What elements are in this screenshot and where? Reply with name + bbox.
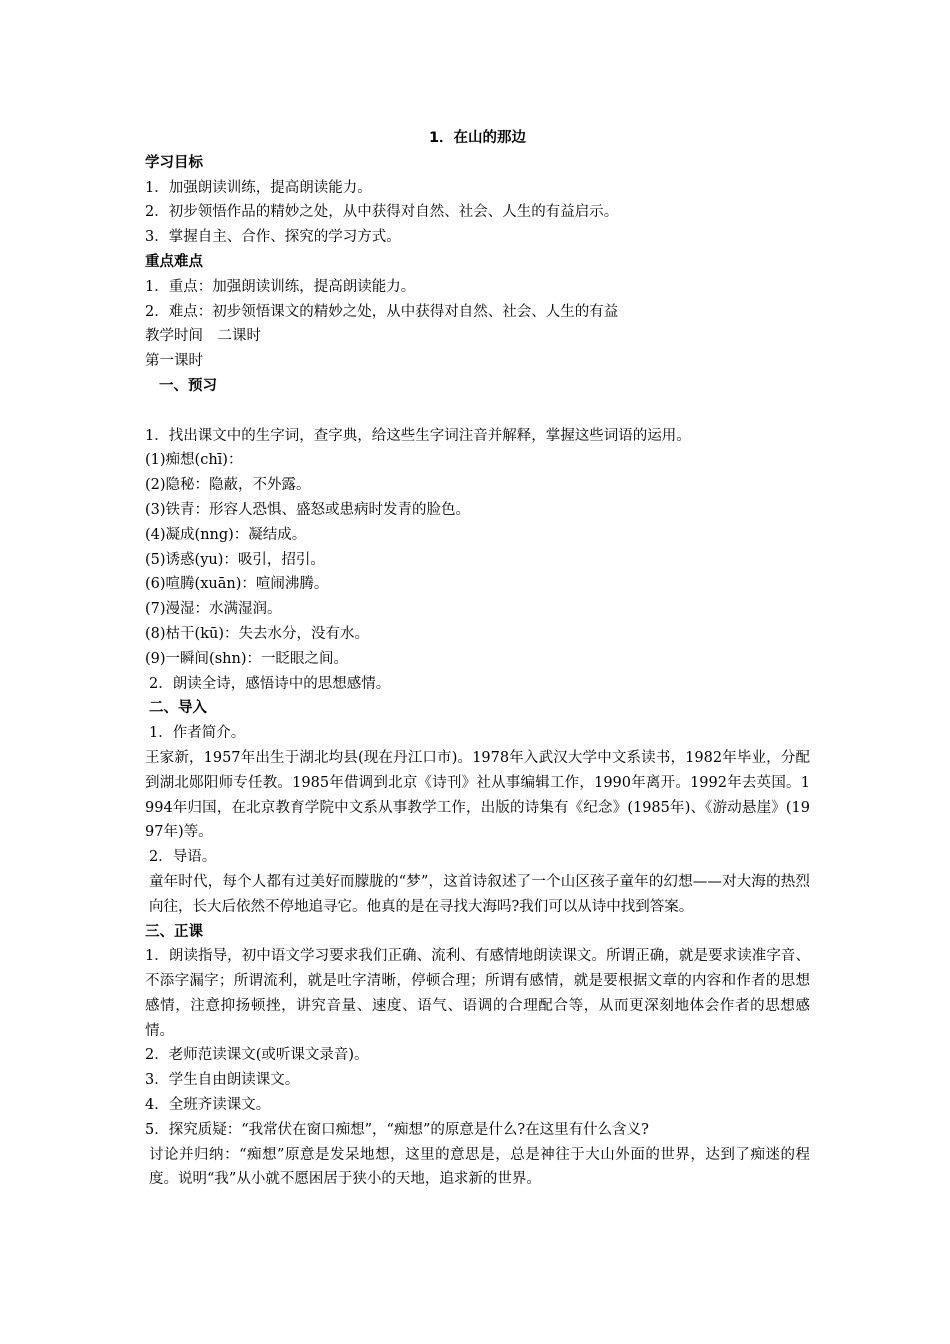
vocab-item: (3)铁青：形容人恐惧、盛怒或患病时发青的脸色。	[145, 501, 471, 518]
vocab-item: (1)痴想(chī)：	[145, 452, 243, 469]
goal-item: 2．初步领悟作品的精妙之处，从中获得对自然、社会、人生的有益启示。	[145, 204, 619, 221]
key-points-heading: 重点难点	[145, 253, 203, 270]
vocab-item: (8)枯干(kū)：失去水分，没有水。	[145, 625, 369, 642]
section3-item3: 3．学生自由朗读课文。	[145, 1072, 300, 1089]
vocab-item: (9)一瞬间(shn)：一眨眼之间。	[145, 650, 348, 667]
section1-heading: 一、预习	[159, 377, 217, 394]
section3-item4: 4．全班齐读课文。	[145, 1097, 271, 1114]
section3-item5: 5．探究质疑：“我常伏在窗口痴想”，“痴想”的原意是什么?在这里有什么含义?	[145, 1121, 649, 1138]
key-point-item: 1．重点：加强朗读训练，提高朗读能力。	[145, 278, 416, 295]
section2-intro-text: 童年时代，每个人都有过美好而朦胧的“梦”，这首诗叙述了一个山区孩子童年的幻想——对大海的热烈向往，长大后依然不停地追寻它。他真的是在寻找大海吗?我们可以从诗中找到答案。	[149, 873, 810, 915]
goal-item: 1．加强朗读训练，提高朗读能力。	[145, 179, 372, 196]
section2-heading: 二、导入	[149, 700, 207, 717]
author-bio: 王家新，1957年出生于湖北均县(现在丹江口市)。1978年入武汉大学中文系读书，1982年毕业，分配到湖北郧阳师专任教。1985年借调到北京《诗刊》社从事编辑工作，1990年离开。1992年去英国。1994年归国，在北京教育学院中文系从事教学工作，出版的诗集有《纪念》(1985年)、《游动悬崖》(1997年)等。	[145, 749, 810, 841]
section3-discussion: 讨论并归纳：“痴想”原意是发呆地想，这里的意思是，总是神往于大山外面的世界，达到了痴迷的程度。说明“我”从小就不愿困居于狭小的天地，追求新的世界。	[149, 1146, 810, 1188]
teaching-time: 教学时间 二课时	[145, 328, 261, 345]
document-title: 1．在山的那边	[428, 130, 527, 146]
vocab-item: (7)漫湿：水满湿润。	[145, 601, 282, 618]
section1-intro: 1．找出课文中的生字词，查字典，给这些生字词注音并解释，掌握这些词语的运用。	[145, 427, 691, 444]
first-lesson-label: 第一课时	[145, 353, 203, 370]
vocab-item: (4)凝成(nng)：凝结成。	[145, 526, 307, 543]
goals-heading: 学习目标	[145, 154, 203, 171]
spacer	[145, 399, 810, 424]
section3-heading: 三、正课	[145, 923, 203, 940]
section3-item1: 1．朗读指导，初中语文学习要求我们正确、流利、有感情地朗读课文。所谓正确，就是要求读准字音、不添字漏字；所谓流利，就是吐字清晰，停顿合理；所谓有感情，就是要根据文章的内容和作者的思想感情，注意抑扬顿挫，讲究音量、速度、语气、语调的合理配合等，从而更深刻地体会作者的思想感情。	[145, 948, 810, 1039]
key-point-item: 2．难点：初步领悟课文的精妙之处，从中获得对自然、社会、人生的有益	[145, 303, 619, 320]
section3-item2: 2．老师范读课文(或听课文录音)。	[145, 1047, 369, 1064]
document-page	[145, 126, 810, 1192]
vocab-item: (5)诱惑(yu)：吸引，招引。	[145, 551, 325, 568]
section2-item1: 1．作者简介。	[149, 725, 246, 742]
section1-item2: 2．朗读全诗，感悟诗中的思想感情。	[149, 675, 391, 692]
section2-item2: 2．导语。	[149, 849, 217, 866]
vocab-item: (2)隐秘：隐蔽，不外露。	[145, 477, 311, 494]
goal-item: 3．掌握自主、合作、探究的学习方式。	[145, 229, 401, 246]
vocab-item: (6)喧腾(xuān)：喧闹沸腾。	[145, 576, 329, 593]
